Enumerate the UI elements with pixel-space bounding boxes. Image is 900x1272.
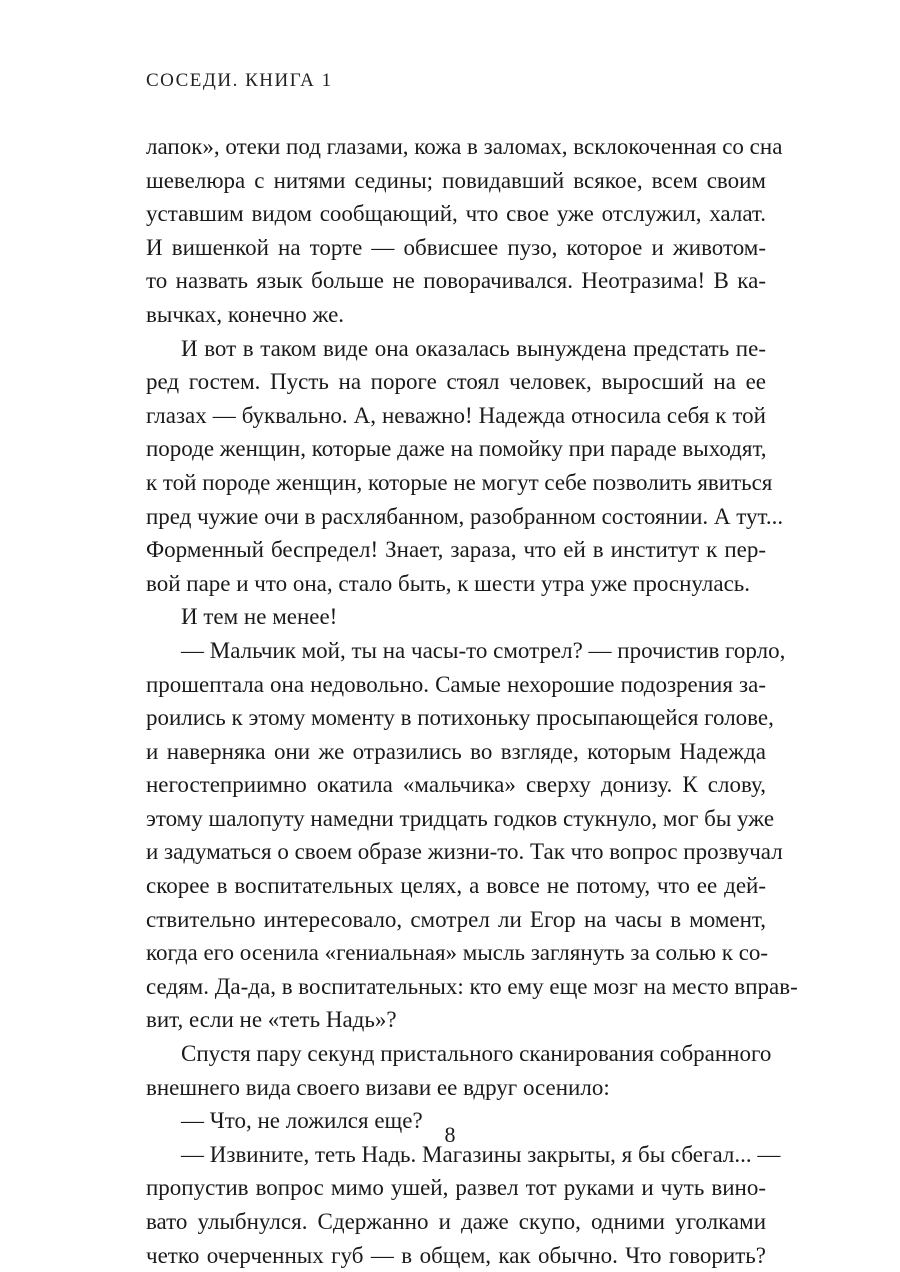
page-number: 8 [444, 1122, 456, 1147]
text-line: и наверняка они же отразились во взгляде, которым Надежда [146, 738, 766, 764]
body-text [146, 130, 798, 1272]
text-line: Спустя пару секунд пристального сканирования собранного [181, 1041, 772, 1067]
text-line: роились к этому моменту в потихоньку просыпающейся голове, [146, 705, 774, 731]
text-line: когда его осенила «гениальная» мысль заглянуть за солью к со- [146, 940, 769, 966]
text-line: вычках, конечно же. [146, 301, 345, 327]
text-line: лапок», отеки под глазами, кожа в заломах, всклокоченная со сна [146, 134, 783, 159]
text-line: — Мальчик мой, ты на часы-то смотрел? — прочистив горло, [181, 637, 786, 663]
text-line: этому шалопуту намедни тридцать годков стукнуло, мог бы уже [146, 805, 775, 831]
text-line: то назвать язык больше не поворачивался. Неотразима! В ка- [146, 268, 766, 294]
text-line: И вот в таком виде она оказалась вынуждена предстать пе- [181, 335, 766, 361]
text-line: пред чужие очи в расхлябанном, разобранном состоянии. А тут... [146, 503, 784, 529]
text-line: прошептала она недовольно. Самые нехорошие подозрения за- [146, 671, 766, 697]
text-line: И вишенкой на торте — обвисшее пузо, которое и животом- [146, 234, 766, 260]
text-line: шевелюра с нитями седины; повидавший всякое, всем своим [146, 167, 766, 193]
text-line: — Извините, теть Надь. Магазины закрыты, я бы сбегал... — [181, 1141, 781, 1167]
text-line: уставшим видом сообщающий, что свое уже отслужил, халат. [146, 201, 766, 227]
text-line: пропустив вопрос мимо ушей, развел тот руками и чуть вино- [146, 1175, 766, 1201]
text-line: И тем не менее! [181, 604, 338, 630]
text-line: четко очерченных губ — в общем, как обычно. Что говорить? [146, 1242, 766, 1268]
text-line: седям. Да-да, в воспитательных: кто ему еще мозг на место вправ- [146, 973, 798, 999]
text-line: и задуматься о своем образе жизни-то. Так что вопрос прозвучал [146, 839, 783, 865]
text-line: глазах — буквально. А, неважно! Надежда относила себя к той [146, 402, 766, 428]
text-line: негостеприимно окатила «мальчика» сверху донизу. К слову, [146, 772, 766, 798]
text-line: ствительно интересовало, смотрел ли Егор на часы в момент, [146, 906, 766, 932]
running-title: СОСЕДИ. КНИГА 1 [146, 70, 333, 91]
text-line: вит, если не «теть Надь»? [146, 1007, 397, 1033]
text-line: внешнего вида своего визави ее вдруг осенило: [146, 1074, 610, 1100]
text-line: скорее в воспитательных целях, а вовсе не потому, что ее дей- [146, 873, 766, 899]
text-line: к той породе женщин, которые не могут себе позволить явиться [146, 469, 773, 495]
text-line: ред гостем. Пусть на пороге стоял человек, выросший на ее [146, 369, 766, 395]
text-line: породе женщин, которые даже на помойку при параде выходят, [146, 436, 767, 462]
text-line: Форменный беспредел! Знает, зараза, что ей в институт к пер- [146, 537, 766, 563]
text-line: — Что, не ложился еще? [181, 1108, 423, 1134]
text-line: вой паре и что она, стало быть, к шести утра уже проснулась. [146, 570, 751, 596]
text-line: вато улыбнулся. Сдержанно и даже скупо, одними уголками [146, 1209, 766, 1234]
